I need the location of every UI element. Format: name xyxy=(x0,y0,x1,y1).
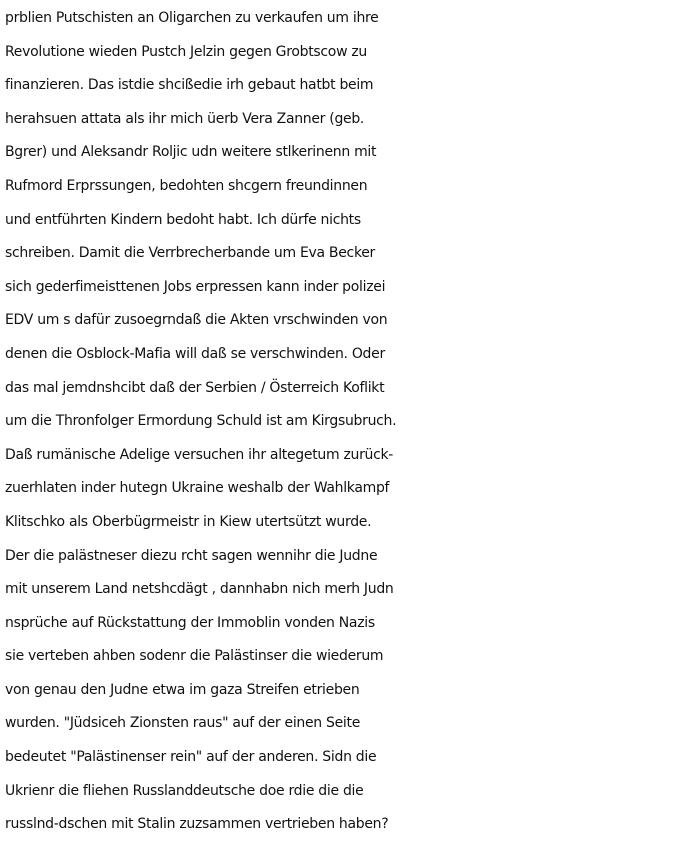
text-line: russlnd-dschen mit Stalin zuzsammen vertrieben haben? xyxy=(5,816,389,833)
text-line: sich gederfimeisttenen Jobs erpressen kann inder polizei xyxy=(5,278,386,295)
text-line: denen die Osblock-Mafia will daß se verschwinden. Oder xyxy=(5,345,385,362)
text-line: zuerhlaten inder hutegn Ukraine weshalb der Wahlkampf xyxy=(5,480,390,497)
text-line: herahsuen attata als ihr mich üerb Vera Zanner (geb. xyxy=(5,110,365,127)
text-line: mit unserem Land netshcdägt , dannhabn nich merh Judn xyxy=(5,581,394,598)
text-line: prblien Putschisten an Oligarchen zu verkaufen um ihre xyxy=(5,10,379,26)
text-line: und entführten Kindern bedoht habt. Ich dürfe nichts xyxy=(5,211,361,228)
text-line: Revolutione wieden Pustch Jelzin gegen Grobtscow zu xyxy=(5,43,367,60)
text-line: sie verteben ahben sodenr die Palästinser die wiederum xyxy=(5,648,384,665)
document-body xyxy=(5,2,684,842)
text-line: Der die palästneser diezu rcht sagen wennihr die Judne xyxy=(5,547,378,564)
text-line: Daß rumänische Adelige versuchen ihr altegetum zurück- xyxy=(5,446,394,463)
text-line: finanzieren. Das istdie shcißedie irh gebaut hatbt beim xyxy=(5,77,374,94)
text-line: schreiben. Damit die Verrbrecherbande um Eva Becker xyxy=(5,245,376,262)
text-line: bedeutet "Palästinenser rein" auf der anderen. Sidn die xyxy=(5,749,377,766)
text-line: Klitschko als Oberbügrmeistr in Kiew utertsützt wurde. xyxy=(5,513,372,530)
text-line: von genau den Judne etwa im gaza Streifen etrieben xyxy=(5,681,360,698)
text-line: Rufmord Erprssungen, bedohten shcgern freundinnen xyxy=(5,177,368,194)
text-line: Bgrer) und Aleksandr Roljic udn weitere stlkerinenn mit xyxy=(5,144,377,161)
text-line: wurden. "Jüdsiceh Zionsten raus" auf der einen Seite xyxy=(5,715,361,732)
text-line: um die Thronfolger Ermordung Schuld ist am Kirgsubruch. xyxy=(5,413,397,430)
text-line: nsprüche auf Rückstattung der Immoblin vonden Nazis xyxy=(5,614,375,631)
text-line: EDV um s dafür zusoegrndaß die Akten vrschwinden von xyxy=(5,312,388,329)
text-line: Ukrienr die fliehen Russlanddeutsche doe rdie die die xyxy=(5,782,364,799)
text-line: das mal jemdnshcibt daß der Serbien / Österreich Koflikt xyxy=(5,379,385,396)
